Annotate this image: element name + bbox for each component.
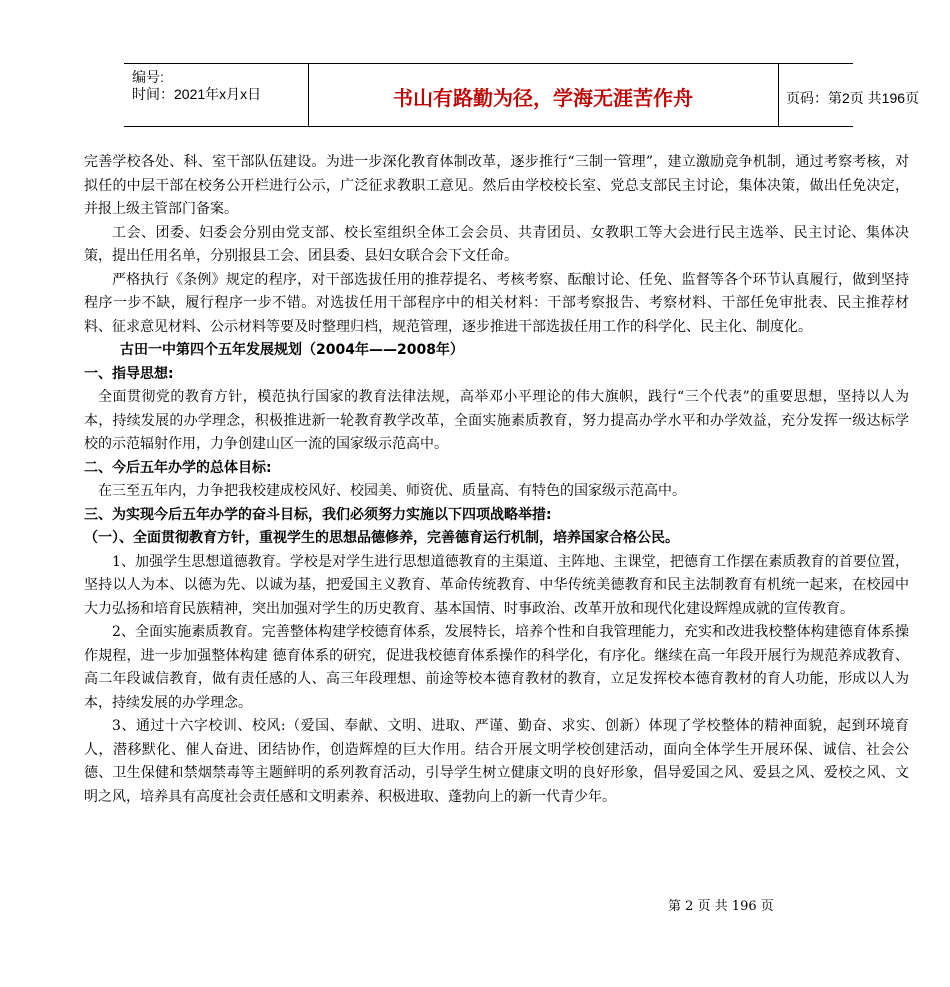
body-paragraph: 全面贯彻党的教育方针，模范执行国家的教育法律法规，高举邓小平理论的伟大旗帜，践行“三个代表”的重要思想，坚持以人为本，持续发展的办学理念，积极推进新一轮教育教学改革，全面实施素质教育，努力提高办学水平和办学效益，充分发挥一级达标学校的示范辐射作用，力争创建山区一流的国家级示范高中。 [84,389,909,452]
subsection-heading: （一）、全面贯彻教育方针，重视学生的思想品德修养，完善德育运行机制，培养国家合格公民。 [84,530,679,546]
body-paragraph: 2、全面实施素质教育。完善整体构建学校德育体系，发展特长，培养个性和自我管理能力，充实和改进我校整体构建德育体系操作規程，进一步加强整体构建 德育体系的研究，促进我校德育体系操作的科学化，有序化。继续在高一年段开展行为规范养成教育、高二年段诚信教育，做有责任感的人、高三年段理想、前途等校本德育教材的教育，立足发挥校本德育教材的育人功能，形成以人为本，持续发展的办学理念。 [84,624,909,711]
document-time-label: 时间：2021年x月x日 [132,86,262,102]
body-paragraph: 1、加强学生思想道德教育。学校是对学生进行思想道德教育的主渠道、主阵地、主课堂，把德育工作摆在素质教育的首要位置，坚持以人为本、以德为先、以诚为基，把爱国主义教育、革命传统教育、中华传统美德教育和民主法制教育有机统一起来，在校园中大力弘扬和培育民族精神，突出加强对学生的历史教育、基本国情、时事政治、改革开放和现代化建设辉煌成就的宣传教育。 [84,553,909,617]
header-meta-cell [124,64,309,126]
page-header [124,63,920,127]
body-paragraph: 3、通过十六字校训、校风:（爱国、奉献、文明、进取、严谨、勤奋、求实、创新）体现了学校整体的精神面貌，起到环境育人，潜移默化、催人奋进、团结协作，创造辉煌的巨大作用。结合开展文明学校创建活动，面向全体学生开展环保、诚信、社会公德、卫生保健和禁烟禁毒等主题鲜明的系列教育活动，引导学生树立健康文明的良好形象，倡导爱国之风、爱县之风、爱校之风、文明之风，培养具有高度社会责任感和文明素养、积极进取、蓬勃向上的新一代青少年。 [84,718,909,805]
header-motto-cell [308,64,779,126]
header-motto: 书山有路勤为径，学海无涯苦作舟 [393,86,693,110]
header-page-info: 页码：第2页 共196页 [786,90,920,106]
plan-title: 古田一中第四个五年发展规划（2004年——2008年） [120,342,464,358]
section-heading: 三、为实现今后五年办学的奋斗目标，我们必须努力实施以下四项战略举措: [84,506,552,523]
page-footer: 第 2 页 共 196 页 [668,899,774,914]
document-number-label: 编号: [132,69,164,85]
body-paragraph: 完善学校各处、科、室干部队伍建设。为进一步深化教育体制改革，逐步推行“三制一管理”，建立激励竞争机制，通过考察考核，对拟任的中层干部在校务公开栏进行公示，广泛征求教职工意见。然后由学校校长室、党总支部民主讨论，集体决策，做出任免决定，并报上级主管部门备案。 [84,154,909,217]
header-page-cell [778,64,920,126]
document-body [84,151,909,809]
section-heading: 二、今后五年办学的总体目标: [84,459,272,476]
body-paragraph: 在三至五年内，力争把我校建成校风好、校园美、师资优、质量高、有特色的国家级示范高中。 [98,483,686,499]
body-paragraph: 工会、团委、妇委会分别由党支部、校长室组织全体工会会员、共青团员、女教职工等大会进行民主选举、民主讨论、集体决策，提出任用名单，分别报县工会、团县委、县妇女联合会下文任命。 [84,224,909,264]
section-heading: 一、指导思想: [84,365,174,382]
body-paragraph: 严格执行《条例》规定的程序，对干部选拔任用的推荐提名、考核考察、酝酿讨论、任免、监督等各个环节认真履行，做到坚持程序一步不缺，履行程序一步不错。对选拔任用干部程序中的相关材料：干部考察报告、考察材料、干部任免审批表、民主推荐材料、征求意见材料、公示材料等要及时整理归档，规范管理，逐步推进干部选拔任用工作的科学化、民主化、制度化。 [84,271,909,335]
